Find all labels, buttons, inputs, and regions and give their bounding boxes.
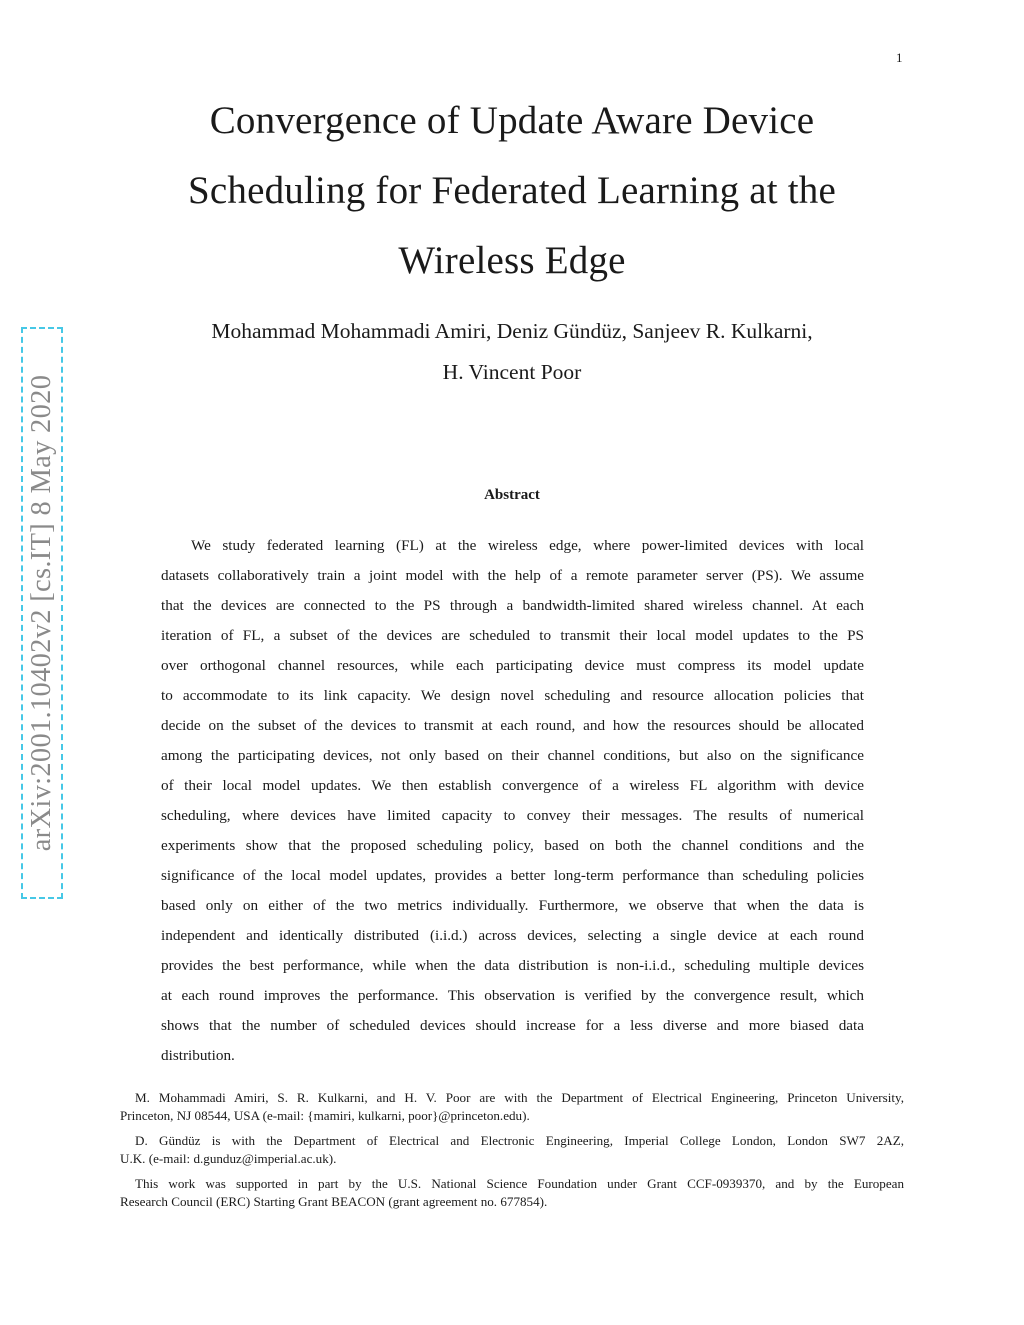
- abstract-line: We study federated learning (FL) at the wireless edge, where power-limited devices with local: [191, 537, 864, 554]
- abstract-line: based only on either of the two metrics individually. Furthermore, we observe that when the data is: [161, 897, 864, 914]
- abstract-line: datasets collaboratively train a joint model with the help of a remote parameter server (PS). We assume: [161, 567, 864, 584]
- title-line: Convergence of Update Aware Device: [209, 99, 815, 142]
- abstract-line: that the devices are connected to the PS through a bandwidth-limited shared wireless channel. At each: [161, 597, 864, 614]
- abstract-line: experiments show that the proposed scheduling policy, based on both the channel conditions and the: [161, 837, 864, 854]
- abstract-heading: Abstract: [484, 487, 540, 503]
- author-line: Mohammad Mohammadi Amiri, Deniz Gündüz, Sanjeev R. Kulkarni,: [211, 319, 813, 343]
- arxiv-identifier[interactable]: arXiv:2001.10402v2 [cs.IT] 8 May 2020: [26, 374, 57, 852]
- footnotes: [120, 1089, 904, 1218]
- footnote-affiliation-princeton: [120, 1089, 904, 1125]
- footnote-line: D. Gündüz is with the Department of Electrical and Electronic Engineering, Imperial College London, London SW7 2AZ,: [135, 1133, 904, 1148]
- title-line: Wireless Edge: [398, 239, 626, 282]
- abstract-line: to accommodate to its link capacity. We design novel scheduling and resource allocation policies that: [161, 687, 864, 704]
- footnote-line: M. Mohammadi Amiri, S. R. Kulkarni, and H. V. Poor are with the Department of Electrical Engineering, Princeton University,: [135, 1090, 904, 1105]
- abstract-line: over orthogonal channel resources, while each participating device must compress its model update: [161, 657, 864, 674]
- paper-title: [150, 86, 874, 296]
- abstract-line: provides the best performance, while when the data distribution is non-i.i.d., scheduling multiple devices: [161, 957, 864, 974]
- abstract-body: [161, 531, 864, 1071]
- abstract-line: significance of the local model updates, provides a better long-term performance than scheduling policies: [161, 867, 864, 884]
- abstract-line: scheduling, where devices have limited capacity to convey their messages. The results of numerical: [161, 807, 864, 824]
- author-list: [150, 311, 874, 393]
- footnote-line: U.K. (e-mail: d.gunduz@imperial.ac.uk).: [120, 1151, 337, 1166]
- abstract-line: independent and identically distributed (i.i.d.) across devices, selecting a single device at each round: [161, 927, 864, 944]
- footnote-funding: [120, 1175, 904, 1211]
- abstract-line: shows that the number of scheduled devices should increase for a less diverse and more biased data: [161, 1017, 864, 1034]
- footnote-affiliation-imperial: [120, 1132, 904, 1168]
- page-number: 1: [896, 50, 903, 65]
- abstract-line: decide on the subset of the devices to transmit at each round, and how the resources should be allocated: [161, 717, 864, 734]
- title-line: Scheduling for Federated Learning at the: [187, 169, 836, 212]
- abstract-line: distribution.: [161, 1047, 235, 1064]
- abstract-line: iteration of FL, a subset of the devices are scheduled to transmit their local model updates to the PS: [161, 627, 864, 644]
- footnote-line: Research Council (ERC) Starting Grant BEACON (grant agreement no. 677854).: [120, 1194, 548, 1209]
- footnote-line: This work was supported in part by the U.S. National Science Foundation under Grant CCF-0939370, and by the European: [135, 1176, 904, 1191]
- abstract-line: of their local model updates. We then establish convergence of a wireless FL algorithm with device: [161, 777, 864, 794]
- author-line: H. Vincent Poor: [442, 360, 582, 384]
- abstract-line: among the participating devices, not only based on their channel conditions, but also on the significance: [161, 747, 864, 764]
- footnote-line: Princeton, NJ 08544, USA (e-mail: {mamiri, kulkarni, poor}@princeton.edu).: [120, 1108, 530, 1123]
- abstract-line: at each round improves the performance. This observation is verified by the convergence result, which: [161, 987, 864, 1004]
